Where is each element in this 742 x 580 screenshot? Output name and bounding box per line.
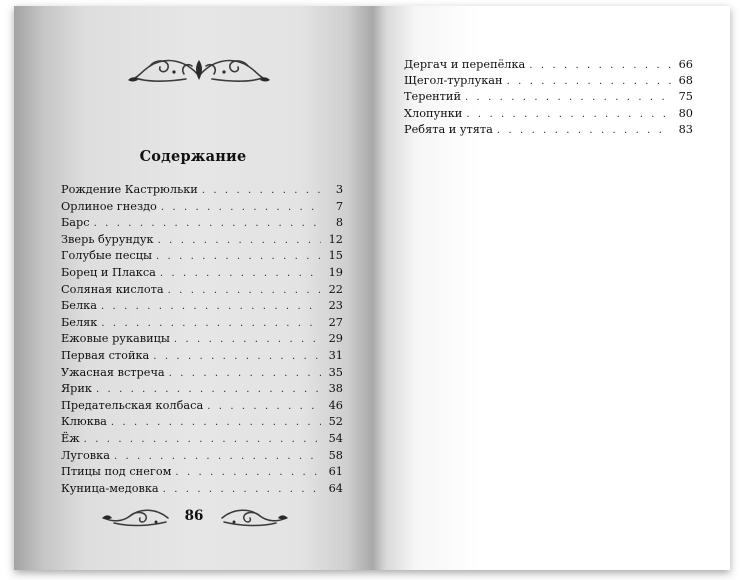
dot-leader — [114, 448, 321, 465]
toc-entry-page: 22 — [328, 282, 343, 296]
toc-entry — [404, 72, 693, 89]
toc-entry-title: Ребята и утята — [404, 122, 493, 136]
dot-leader — [160, 265, 321, 282]
toc-entry-page: 52 — [328, 415, 343, 429]
toc-entry-page: 15 — [328, 249, 343, 263]
toc-entry-title: Орлиное гнездо — [61, 199, 157, 213]
toc-entry-page: 31 — [328, 349, 343, 362]
toc-entry — [61, 380, 343, 397]
toc-entry — [61, 430, 343, 447]
toc-entry-title: Ужасная встреча — [61, 365, 165, 379]
dot-leader — [94, 215, 321, 232]
dot-leader — [169, 365, 321, 382]
toc-entry — [61, 347, 343, 364]
toc-entry — [61, 463, 343, 480]
toc-entry-title: Куница-медовка — [61, 481, 159, 495]
toc-entry-title: Рождение Кастрюльки — [61, 183, 198, 196]
dot-leader — [168, 282, 321, 299]
dot-leader — [156, 248, 321, 265]
dot-leader — [158, 232, 321, 249]
toc-entry-page: 75 — [678, 90, 693, 104]
toc-entry — [61, 447, 343, 464]
toc-entry — [61, 231, 343, 248]
toc-entry-page: 12 — [328, 232, 343, 246]
toc-entry — [61, 330, 343, 347]
toc-entry-page: 8 — [335, 216, 343, 230]
toc-entry-page: 35 — [328, 365, 343, 379]
dot-leader — [101, 298, 321, 315]
toc-entry-page: 27 — [328, 315, 343, 329]
right-page — [372, 6, 730, 570]
toc-entry-title: Голубые песцы — [61, 249, 152, 263]
dot-leader — [153, 348, 321, 365]
toc-entry-page: 83 — [678, 122, 693, 136]
toc-entry-page: 68 — [678, 74, 693, 88]
toc-entry-title: Соляная кислота — [61, 282, 164, 296]
toc-entry-title: Предательская колбаса — [61, 398, 204, 412]
dot-leader — [96, 381, 321, 398]
toc-entry — [61, 297, 343, 314]
toc-entry-title: Ёж — [61, 432, 80, 445]
dot-leader — [101, 315, 321, 332]
toc-entry-title: Птицы под снегом — [61, 465, 172, 479]
toc-entry — [61, 264, 343, 281]
toc-entry-page: 80 — [678, 106, 693, 120]
toc-entry — [61, 397, 343, 414]
toc-entry-page: 64 — [328, 481, 343, 495]
dot-leader — [202, 182, 321, 199]
toc-entry — [61, 281, 343, 298]
toc-entry-page: 38 — [328, 382, 343, 396]
toc-entry-page: 54 — [328, 432, 343, 445]
toc-heading: Содержание — [139, 148, 247, 165]
toc-entry-title: Белка — [61, 299, 97, 313]
toc-entry — [61, 314, 343, 331]
toc-entry — [61, 480, 343, 497]
toc-entry-title: Зверь бурундук — [61, 232, 154, 246]
toc-entry-title: Беляк — [61, 315, 98, 329]
toc-entry — [61, 247, 343, 264]
toc-entry-page: 19 — [328, 266, 343, 279]
dot-leader — [497, 122, 671, 139]
toc-entry-page: 66 — [678, 58, 693, 71]
dot-leader — [111, 414, 321, 431]
dot-leader — [84, 431, 321, 448]
dot-leader — [174, 331, 321, 348]
toc-entry — [61, 214, 343, 231]
toc-entry — [404, 121, 693, 138]
toc-entry-page: 3 — [335, 183, 343, 196]
toc-entry — [61, 198, 343, 215]
dot-leader — [163, 481, 321, 498]
toc-list-left — [14, 6, 372, 570]
toc-entry — [404, 105, 693, 122]
toc-entry-page: 29 — [328, 332, 343, 346]
toc-entry-title: Первая стойка — [61, 349, 150, 362]
toc-entry — [61, 364, 343, 381]
toc-entry-title: Ежовые рукавицы — [61, 332, 170, 346]
toc-entry — [404, 56, 693, 73]
toc-entry-title: Терентий — [404, 90, 461, 104]
toc-entry-title: Борец и Плакса — [61, 266, 156, 279]
page-number: 86 — [184, 508, 204, 524]
toc-entry-title: Щегол-турлукан — [404, 74, 503, 88]
toc-entry-page: 7 — [335, 199, 343, 213]
toc-entry-page: 61 — [328, 465, 343, 479]
toc-entry — [61, 181, 343, 198]
dot-leader — [175, 464, 321, 481]
toc-list-right — [372, 6, 730, 570]
toc-entry — [61, 413, 343, 430]
book-spread — [14, 6, 730, 570]
dot-leader — [161, 199, 321, 216]
toc-entry — [404, 88, 693, 105]
toc-entry-page: 23 — [328, 299, 343, 313]
toc-entry-title: Луговка — [61, 448, 110, 462]
toc-entry-title: Хлопунки — [404, 106, 463, 120]
toc-entry-title: Барс — [61, 216, 90, 230]
toc-entry-title: Дергач и перепёлка — [404, 58, 526, 71]
toc-entry-page: 58 — [328, 448, 343, 462]
toc-entry-title: Ярик — [61, 382, 92, 396]
toc-entry-page: 46 — [328, 398, 343, 412]
toc-entry-title: Клюква — [61, 415, 107, 429]
dot-leader — [207, 398, 321, 415]
left-page — [14, 6, 372, 570]
